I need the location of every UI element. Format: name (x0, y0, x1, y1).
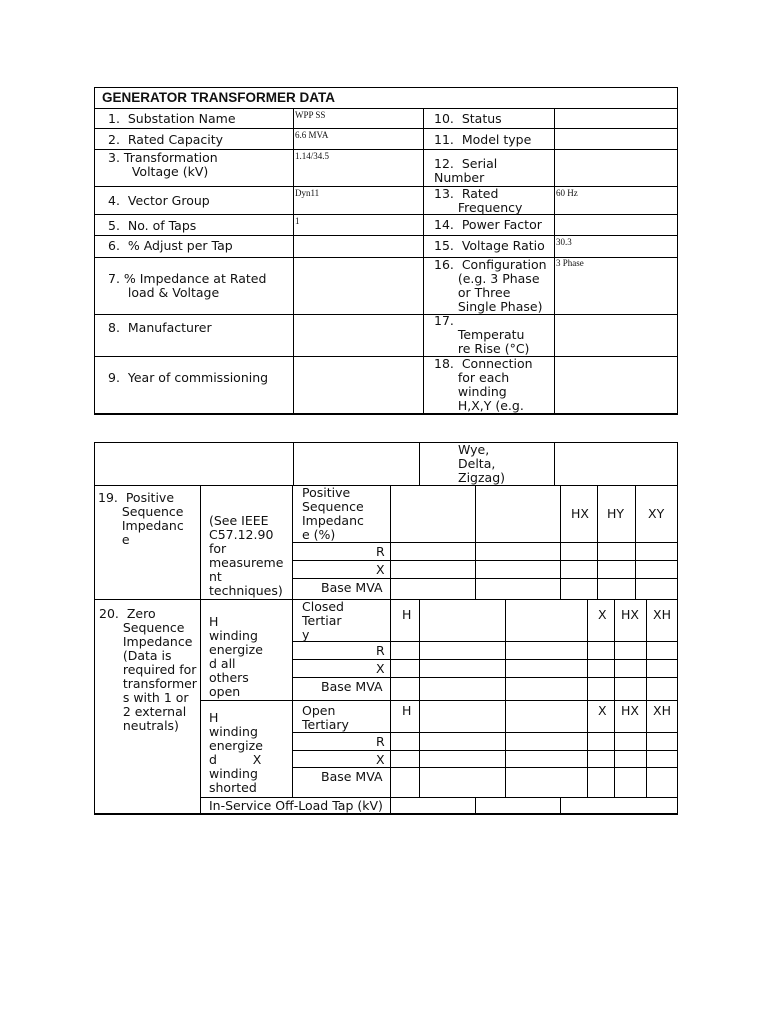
h-winding-open-label: H winding energize d all others open (209, 614, 263, 699)
col-xy: XY (648, 506, 665, 521)
open-tertiary-label: Open Tertiary (302, 703, 349, 732)
label-rated-frequency: 13. Rated Frequency (434, 186, 523, 215)
label-model-type: 11. Model type (434, 132, 532, 147)
label-year-commissioning: 9. Year of commissioning (108, 370, 269, 385)
col-x-closed: X (598, 607, 607, 622)
col-h-closed: H (402, 607, 412, 622)
col-hx-open: HX (621, 703, 639, 718)
label-status: 10. Status (434, 111, 502, 126)
zero-sequence-label: 20. Zero Sequence Impedance (Data is required for transformer s with 1 or 2 external neutrals) (99, 606, 197, 733)
label-impedance-rated: 7. % Impedance at Rated load & Voltage (108, 271, 267, 300)
col-xh-closed: XH (653, 607, 671, 622)
col-xh-open: XH (653, 703, 671, 718)
label-no-of-taps: 5. No. of Taps (108, 218, 197, 233)
value-voltage-ratio: 30.3 (556, 237, 572, 247)
row-base-mva: Base MVA (321, 580, 383, 595)
col-x-open: X (598, 703, 607, 718)
row-base-mva-closed: Base MVA (321, 679, 383, 694)
ieee-note: (See IEEE C57.12.90 for measureme nt techniques) (209, 513, 284, 598)
row-r-closed: R (376, 643, 385, 658)
value-vector-group: Dyn11 (295, 188, 320, 198)
positive-sequence-label: 19. Positive Sequence Impedanc e (98, 490, 184, 547)
label-connection-winding: 18. Connection for each winding H,X,Y (e.g. (434, 356, 533, 413)
value-configuration: 3 Phase (556, 258, 584, 268)
closed-tertiary-label: Closed Tertiar y (302, 599, 344, 642)
value-transformation-voltage: 1.14/34.5 (295, 151, 330, 161)
row-r-open: R (376, 734, 385, 749)
label-transformation-voltage: 3. Transformation Voltage (kV) (108, 150, 218, 179)
table-title: GENERATOR TRANSFORMER DATA (102, 90, 335, 105)
label-temperature-rise: 17. Temperatu re Rise (°C) (434, 313, 530, 356)
col-hx-closed: HX (621, 607, 639, 622)
connection-continuation: Wye, Delta, Zigzag) (458, 442, 506, 485)
label-serial-number: 12. Serial Number (434, 156, 498, 185)
label-configuration: 16. Configuration (e.g. 3 Phase or Three Single Phase) (434, 257, 547, 314)
label-vector-group: 4. Vector Group (108, 193, 210, 208)
label-voltage-ratio: 15. Voltage Ratio (434, 238, 545, 253)
label-manufacturer: 8. Manufacturer (108, 320, 212, 335)
row-x: X (376, 562, 385, 577)
positive-sequence-header: Positive Sequence Impedanc e (%) (302, 485, 364, 542)
col-hy: HY (607, 506, 625, 521)
value-substation-name: WPP SS (295, 110, 326, 120)
col-h-open: H (402, 703, 412, 718)
col-hx: HX (571, 506, 589, 521)
label-rated-capacity: 2. Rated Capacity (108, 132, 224, 147)
row-base-mva-open: Base MVA (321, 769, 383, 784)
h-winding-shorted-label: H winding energize d X winding shorted (209, 710, 263, 795)
off-load-tap-label: In-Service Off-Load Tap (kV) (209, 798, 383, 813)
row-x-closed: X (376, 661, 385, 676)
label-adjust-per-tap: 6. % Adjust per Tap (108, 238, 233, 253)
value-rated-capacity: 6.6 MVA (295, 130, 329, 140)
label-substation-name: 1. Substation Name (108, 111, 236, 126)
row-x-open: X (376, 752, 385, 767)
value-rated-frequency: 60 Hz (556, 188, 578, 198)
row-r: R (376, 544, 385, 559)
value-no-of-taps: 1 (295, 216, 300, 226)
label-power-factor: 14. Power Factor (434, 217, 542, 232)
